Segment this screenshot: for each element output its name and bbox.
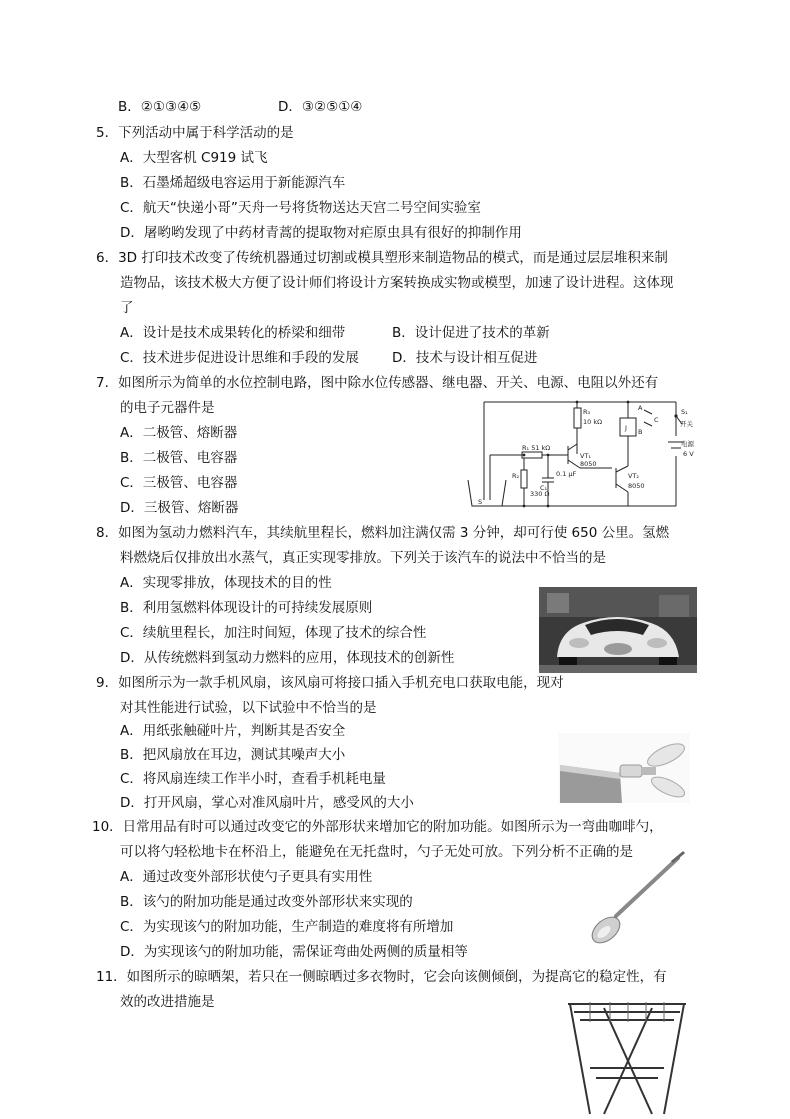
drying-rack-photo <box>560 998 696 1116</box>
label-voltage: 6 V <box>683 450 694 458</box>
q9-stem-1: 9．如图所示为一款手机风扇，该风扇可将接口插入手机充电口获取电能，现对 <box>96 675 564 691</box>
phone-fan-photo <box>558 733 690 803</box>
label-sensor: S <box>478 498 483 506</box>
q8-stem-2: 料燃烧后仅排放出水蒸气，真正实现零排放。下列关于该汽车的说法中不恰当的是 <box>120 550 606 566</box>
q6-stem-1: 6．3D 打印技术改变了传统机器通过切割或模具塑形来制造物品的模式，而是通过层层堆积来制 <box>96 250 668 266</box>
q10-option-d: D．为实现该勺的附加功能，需保证弯曲处两侧的质量相等 <box>120 944 468 960</box>
q5-stem: 5．下列活动中属于科学活动的是 <box>96 125 294 141</box>
q10-stem-1: 10．日常用品有时可以通过改变它的外部形状来增加它的附加功能。如图所示为一弯曲咖啡勺， <box>92 819 663 835</box>
water-level-circuit-diagram <box>462 396 698 514</box>
label-r3: R₃ <box>583 408 591 416</box>
q7-option-a: A．二极管、熔断器 <box>120 425 238 441</box>
label-contact-c: C <box>654 416 659 424</box>
q10-option-c: C．为实现该勺的附加功能，生产制造的难度将有所增加 <box>120 919 454 935</box>
label-r1: R₁ 51 kΩ <box>522 444 551 452</box>
q6-option-d: D．技术与设计相互促进 <box>392 350 538 366</box>
label-switch: 开关 <box>680 420 693 428</box>
q8-option-b: B．利用氢燃料体现设计的可持续发展原则 <box>120 600 373 616</box>
option-d-prev: D．③②⑤①④ <box>278 99 363 115</box>
q8-stem-1: 8．如图为氢动力燃料汽车，其续航里程长，燃料加注满仅需 3 分钟，却可行使 650 公里。氢燃 <box>96 525 670 541</box>
q6-stem-3: 了 <box>120 300 134 316</box>
q5-option-b: B．石墨烯超级电容运用于新能源汽车 <box>120 175 346 191</box>
q9-stem-2: 对其性能进行试验，以下试验中不恰当的是 <box>120 700 377 716</box>
q8-option-a: A．实现零排放，体现技术的目的性 <box>120 575 332 591</box>
q10-option-b: B．该勺的附加功能是通过改变外部形状来实现的 <box>120 894 413 910</box>
q6-option-c: C．技术进步促进设计思维和手段的发展 <box>120 350 359 366</box>
q11-stem-1: 11．如图所示的晾晒架，若只在一侧晾晒过多衣物时，它会向该侧倾倒，为提高它的稳定性，有 <box>96 969 667 985</box>
q5-option-c: C．航天“快递小哥”天舟一号将货物送达天宫二号空间实验室 <box>120 200 481 216</box>
q7-stem-2: 的电子元器件是 <box>120 400 215 416</box>
label-c1-value: 0.1 μF <box>556 470 577 478</box>
label-s1: S₁ <box>681 408 688 416</box>
label-contact-a: A <box>638 404 643 412</box>
q6-stem-2: 造物品，该技术极大方便了设计师们将设计方案转换成实物或模型，加速了设计进程。这体现 <box>120 275 674 291</box>
option-b-prev: B．②①③④⑤ <box>118 99 202 115</box>
label-contact-b: B <box>638 428 643 436</box>
label-relay: J <box>625 424 627 432</box>
q6-option-b: B．设计促进了技术的革新 <box>392 325 550 341</box>
q9-option-d: D．打开风扇，掌心对准风扇叶片，感受风的大小 <box>120 795 414 811</box>
label-vt1: VT₁ <box>580 452 592 460</box>
hydrogen-car-photo <box>539 587 697 673</box>
label-c1: C₁ <box>540 484 548 492</box>
q6-option-a: A．设计是技术成果转化的桥梁和细带 <box>120 325 346 341</box>
q9-option-b: B．把风扇放在耳边，测试其噪声大小 <box>120 747 346 763</box>
label-vt2-model: 8050 <box>628 482 645 490</box>
q9-option-a: A．用纸张触碰叶片，判断其是否安全 <box>120 723 346 739</box>
label-vt2: VT₂ <box>628 472 640 480</box>
q9-option-c: C．将风扇连续工作半小时，查看手机耗电量 <box>120 771 386 787</box>
q8-option-d: D．从传统燃料到氢动力燃料的应用，体现技术的创新性 <box>120 650 455 666</box>
q10-option-a: A．通过改变外部形状使勺子更具有实用性 <box>120 869 373 885</box>
curved-spoon-photo <box>586 850 688 950</box>
q7-option-b: B．二极管、电容器 <box>120 450 238 466</box>
label-power: 电源 <box>681 440 694 448</box>
q10-stem-2: 可以将勺轻松地卡在杯沿上，能避免在无托盘时，勺子无处可放。下列分析不正确的是 <box>120 844 633 860</box>
label-r2-value: 330 Ω <box>530 490 550 498</box>
label-r3-value: 10 kΩ <box>583 418 603 426</box>
label-vt1-model: 8050 <box>580 460 597 468</box>
q7-option-c: C．三极管、电容器 <box>120 475 238 491</box>
label-r2: R₂ <box>512 472 520 480</box>
q7-option-d: D．三极管、熔断器 <box>120 500 239 516</box>
q8-option-c: C．续航里程长，加注时间短，体现了技术的综合性 <box>120 625 427 641</box>
q5-option-d: D．屠哟哟发现了中药材青蒿的提取物对疟原虫具有很好的抑制作用 <box>120 225 522 241</box>
q11-stem-2: 效的改进措施是 <box>120 994 215 1010</box>
q5-option-a: A．大型客机 C919 试飞 <box>120 150 268 166</box>
q7-stem-1: 7．如图所示为简单的水位控制电路，图中除水位传感器、继电器、开关、电源、电阻以外还有 <box>96 375 659 391</box>
